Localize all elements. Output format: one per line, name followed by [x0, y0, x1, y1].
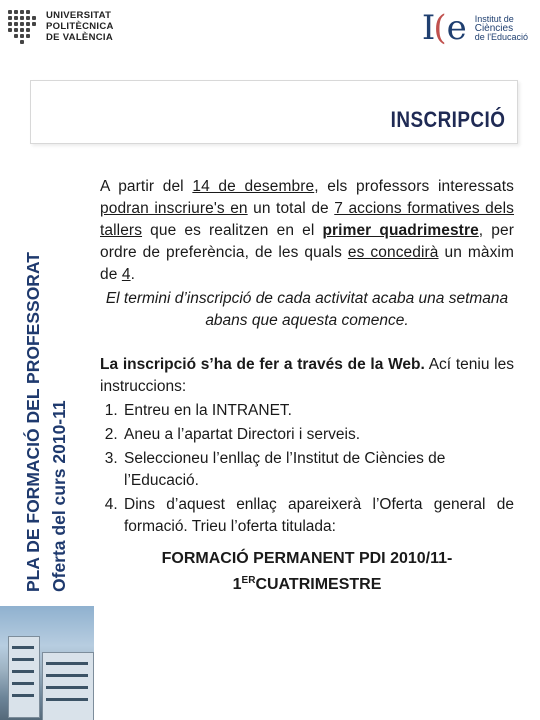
text-span: que es realitzen en el	[142, 222, 323, 239]
upv-logo-line: POLITÈCNICA	[46, 20, 114, 32]
title-box	[30, 80, 518, 144]
main-content	[100, 176, 514, 596]
ice-logo: I ( e Institut de Ciències de l'Educació	[421, 8, 528, 48]
course-offer-line2: 1ERCUATRIMESTRE	[232, 575, 382, 593]
ice-logo-line: de l'Educació	[474, 31, 528, 42]
instructions-bold: La inscripció s’ha de fer a través de la Web.	[100, 356, 425, 373]
list-item: 1. Entreu en la INTRANET.	[122, 400, 514, 422]
text-span: .	[130, 266, 136, 283]
upv-logo	[6, 4, 136, 48]
ice-logo-line: Institut de	[474, 13, 514, 24]
text-underlined: podran inscriure's en	[100, 200, 248, 217]
upv-logo-line: UNIVERSITAT	[46, 9, 112, 21]
text-underlined: es concedirà	[347, 244, 439, 261]
instructions-rest: Ací teniu les instruccions:	[100, 356, 514, 395]
text-underlined: 7 accions formatives dels tallers	[100, 200, 515, 239]
text-span: , els professors interessats	[314, 178, 515, 195]
course-offer-line1: FORMACIÓ PERMANENT PDI 2010/11-	[161, 550, 453, 567]
instructions-list	[100, 400, 514, 538]
text-span: un total de	[247, 200, 335, 217]
text-span: un màxim de	[100, 244, 514, 283]
max-number: 4	[121, 266, 131, 283]
list-item: 3. Seleccioneu l’enllaç de l’Institut de Ciències de l’Educació.	[122, 448, 514, 492]
list-item: 2. Aneu a l’apartat Directori i serveis.	[122, 424, 514, 446]
page-title: INSCRIPCIÓ	[390, 107, 505, 132]
list-item: 4. Dins d’aquest enllaç apareixerà l’Oferta general de formació. Trieu l’oferta titulada:	[122, 494, 514, 538]
side-title-line1: PLA DE FORMACIÓ DEL PROFESSORAT	[23, 252, 43, 592]
ice-logo-mark: I	[421, 8, 436, 48]
campus-building-photo	[0, 606, 94, 720]
side-title	[20, 192, 76, 592]
quadrimester-highlight: primer quadrimestre	[322, 222, 479, 239]
side-title-line2: Oferta del curs 2010-11	[49, 400, 69, 592]
upv-emblem-icon	[6, 6, 40, 46]
instructions-intro	[100, 354, 514, 398]
text-span: , per ordre de preferència, de les quals	[100, 222, 514, 261]
upv-logo-line: DE VALÈNCIA	[46, 31, 113, 43]
date-highlight: 14 de desembre	[192, 178, 315, 195]
course-offer-title	[100, 548, 514, 596]
intro-paragraph	[100, 176, 514, 286]
ice-logo-line: Ciències	[474, 22, 514, 34]
text-span: A partir del	[100, 178, 193, 195]
deadline-note: El termini d’inscripció de cada activitat acaba una setmana abans que aquesta comence.	[105, 290, 509, 329]
